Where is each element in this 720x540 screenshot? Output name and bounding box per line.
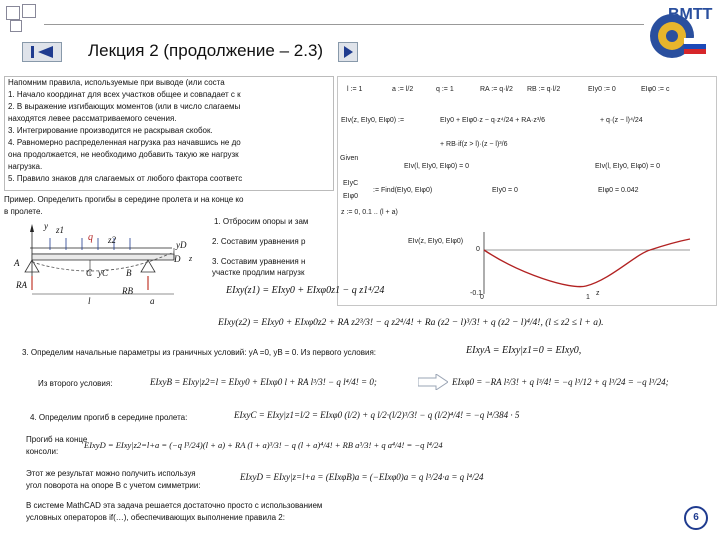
formula-phi0: EIxφ0 = −RA l²/3! + q l³/4! = −q l³/12 + q l³/24 = −q l³/24; (452, 377, 669, 387)
rule-line: 3. Интегрирование производится не раскрывая скобок. (8, 126, 213, 135)
step-text: 2. Составим уравнения р (212, 237, 306, 246)
beam-label-yC: yC (98, 268, 108, 278)
deflection-plot (400, 224, 712, 302)
mathcad-assign: q := 1 (436, 86, 454, 93)
plot-x-label: z (596, 290, 600, 297)
step3-text: 3. Определим начальные параметры из граничных условий: yA =0, yB = 0. Из первого условия: (22, 348, 377, 357)
rule-line: нагрузка. (8, 162, 43, 171)
mathcad-assign: l := 1 (347, 86, 363, 93)
mathcad-find: := Find(EIy0, EIφ0) (373, 187, 433, 194)
rule-line: 1. Начало координат для всех участков общее и совпадает с к (8, 90, 241, 99)
mathcad-given: Given (340, 155, 359, 162)
university-logo (646, 4, 713, 62)
mathcad-assign: EIφ0 := c (641, 86, 670, 93)
mathcad-range: z := 0, 0.1 .. (l + a) (341, 209, 398, 216)
beam-label-a: a (150, 296, 155, 306)
example-text: в пролете. (4, 207, 43, 216)
plot-y-tick: 0 (476, 246, 480, 253)
formula-deflection-2: EIxy(z2) = EIxy0 + EIxφ0z2 + RA z2³/3! − q z2⁴/4! + Ra (z2 − l)³/3! + q (z2 − l)⁴/4!, (l ≤ z2 ≤ l + a). (218, 318, 604, 328)
mathcad-constraint: EIv(l, EIy0, EIφ0) = 0 (404, 163, 470, 170)
mathcad-function: + RB·if(z > l)·(z − l)³/6 (440, 141, 508, 148)
plot-x-tick: 0 (480, 294, 484, 301)
beam-label-z: z (189, 254, 193, 263)
implies-arrow-icon (418, 374, 448, 390)
formula-symmetry: EIxyD = EIxy|z=l+a = (EIxφB)a = (−EIxφ0)a = q l³/24·a = q l⁴/24 (240, 472, 484, 482)
formula-boundary-B: EIxyB = EIxy|z2=l = EIxy0 + EIxφ0 l + RA l³/3! − q l⁴/4! = 0; (150, 377, 377, 387)
beam-label-z1: z1 (56, 225, 65, 235)
console-text: Прогиб на конце (26, 435, 88, 444)
plot-y-tick: -0.1 (470, 290, 483, 297)
mathcad-result: EIy0 = 0 (492, 187, 518, 194)
rule-line: она продолжается, не необходимо добавить такую же нагрузк (8, 150, 239, 159)
rule-line: 4. Равномерно распределенная нагрузка раз начавшись не до (8, 138, 241, 147)
step4-text: 4. Определим прогиб в середине пролета: (30, 413, 188, 422)
mathcad-assign: RB := q·l/2 (527, 86, 561, 93)
step-text: 1. Отбросим опоры и зам (214, 217, 309, 226)
mathcad-result: EIφ0 = 0.042 (598, 187, 639, 194)
rule-line: 2. В выражение изгибающих моментов (или в число слагаемы (8, 102, 241, 111)
mathcad-function: EIy0 + EIφ0·z − q·z⁴/24 + RA·z³/6 (440, 117, 546, 124)
mathcad-constraint: EIv(l, EIy0, EIφ0) = 0 (595, 163, 661, 170)
step-text: 3. Составим уравнения н (212, 257, 306, 266)
beam-label-q: q (88, 232, 93, 243)
beam-label-l: l (88, 296, 91, 306)
example-text: Пример. Определить прогибы в середине пролета и на конце ко (4, 195, 244, 204)
deflection-curve (484, 239, 690, 287)
mathcad-assign: a := l/2 (392, 86, 414, 93)
header-rule (44, 24, 644, 25)
slide-number: 6 (693, 512, 699, 523)
symmetry-text: Этот же результат можно получить используя (26, 469, 196, 478)
mathcad-assign: EIy0 := 0 (588, 86, 616, 93)
arrow-left-icon (23, 43, 61, 61)
mathcad-solve-var: EIyC (343, 180, 359, 187)
rule-line: находятся левее рассматриваемого сечения. (8, 114, 177, 123)
mathcad-function: EIv(z, EIy0, EIφ0) := (341, 117, 405, 124)
formula-mid-deflection: EIxyC = EIxy|z1=l/2 = EIxφ0 (l/2) + q l/2·(l/2)³/3! − q (l/2)⁴/4! = −q l⁴/384 · 5 (234, 410, 520, 420)
beam-label-z2: z2 (108, 235, 117, 245)
mathcad-solve-var: EIφ0 (343, 193, 359, 200)
beam-label-RA: RA (16, 280, 27, 290)
beam-label-y: y (44, 221, 48, 231)
formula-deflection-1: EIxy(z1) = EIxy0 + EIxφ0z1 − q z1⁴/24 (226, 285, 385, 296)
beam-label-A: A (14, 258, 20, 268)
page-title: Лекция 2 (продолжение – 2.3) (88, 41, 324, 60)
plot-label: EIv(z, EIy0, EIφ0) (408, 238, 464, 245)
formula-boundary-A: EIxyA = EIxy|z1=0 = EIxy0, (466, 345, 582, 356)
beam-diagram (10, 220, 210, 312)
beam-label-B: B (126, 268, 132, 278)
mathcad-note: условных операторов if(…), обеспечивающих выполнение правила 2: (26, 513, 285, 522)
beam-label-C: C (86, 268, 93, 278)
prev-slide-button[interactable] (22, 42, 62, 62)
slide-number-badge (684, 506, 708, 530)
arrow-right-icon (339, 43, 357, 61)
corner-squares (4, 4, 64, 34)
logo-text: ВМТТ (668, 6, 713, 23)
mathcad-assign: RA := q·l/2 (480, 86, 513, 93)
beam-label-RB: RB (122, 286, 133, 296)
beam-label-D: D (174, 254, 181, 264)
rule-line: 5. Правило знаков для слагаемых от любого фактора соответс (8, 174, 243, 183)
formula-console-deflection: EIxyD = EIxy|z2=l+a = (−q l³/24)(l + a) + RA (l + a)³/3! − q (l + a)⁴/4! + RB a³/3! + q a⁴/4! = −q l⁴/24 (84, 440, 443, 450)
step-text: участке продлим нагрузк (212, 268, 305, 277)
beam-label-yD: yD (176, 240, 187, 250)
console-text: консоли: (26, 447, 59, 456)
symmetry-text: угол поворота на опоре B с учетом симметрии: (26, 481, 201, 490)
next-slide-button[interactable] (338, 42, 358, 62)
mathcad-note: В системе MathCAD эта задача решается достаточно просто с использованием (26, 501, 323, 510)
second-condition-text: Из второго условия: (38, 379, 113, 388)
rules-intro: Напомним правила, используемые при выводе (или соста (8, 78, 225, 87)
plot-x-tick: 1 (586, 294, 590, 301)
mathcad-function: + q·(z − l)⁴/24 (600, 117, 643, 124)
